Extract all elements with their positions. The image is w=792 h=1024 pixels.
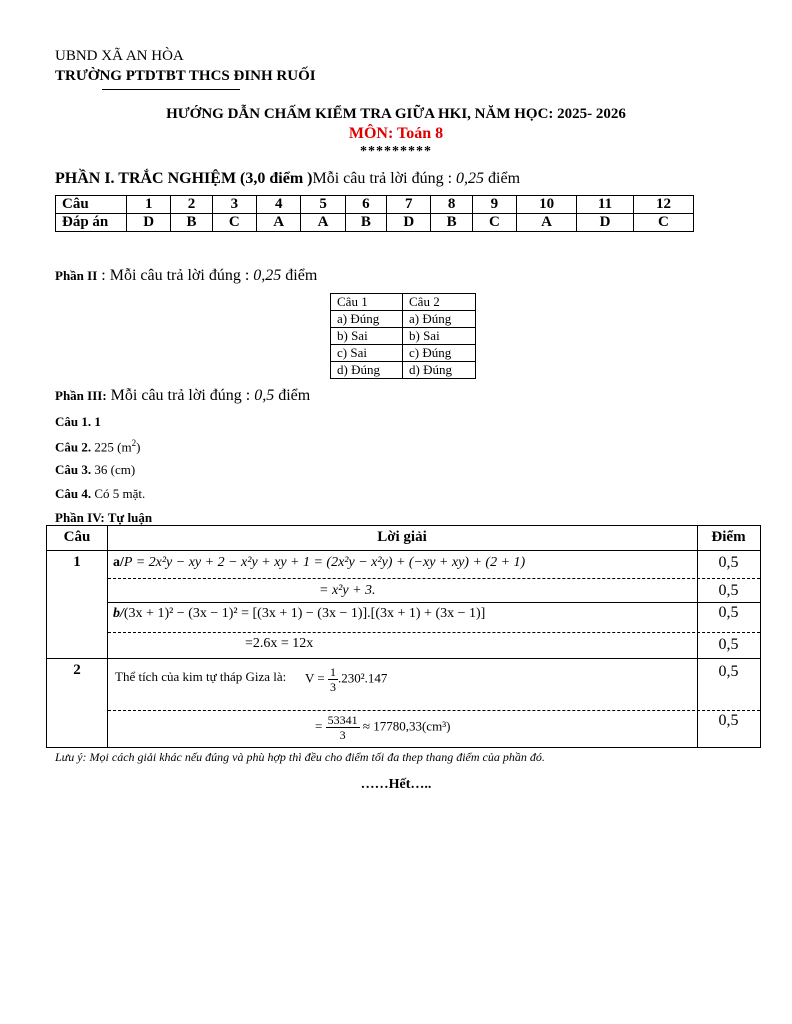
- part4-heading: Phần IV: Tự luận: [55, 510, 153, 525]
- part4-q1a-label: a/: [113, 555, 124, 570]
- answer-key-question-cell: 11: [577, 196, 634, 214]
- answer-key-answer-cell: A: [517, 214, 577, 232]
- part2-col1-header: Câu 1: [331, 294, 403, 311]
- part2-row: [331, 328, 476, 345]
- part2-cell: d) Đúng: [331, 362, 403, 379]
- part3-answer-4: [55, 486, 145, 502]
- part3-note-prefix: Mỗi câu trả lời đúng :: [106, 387, 255, 404]
- part4-row-divider: [108, 602, 760, 603]
- part3-answer-label: Câu 3.: [55, 462, 92, 477]
- part4-points-cell: 0,5: [718, 712, 739, 729]
- answer-key-answer-cell: D: [127, 214, 171, 232]
- part3-answer-sup: 2: [131, 438, 137, 448]
- part4-q2-formula: [305, 665, 387, 694]
- part4-table: [46, 525, 761, 748]
- part4-points-cell: 0,5: [718, 554, 739, 571]
- part3-answer-label: Câu 1.: [55, 414, 92, 429]
- part2-cell: c) Đúng: [403, 345, 476, 362]
- part4-q2-result-rest: ≈ 17780,33(cm³): [359, 718, 451, 734]
- answer-key-question-cell: 1: [127, 196, 171, 214]
- part4-points-cell: 0,5: [718, 636, 739, 653]
- school-name: TRƯỜNG PTDTBT THCS ĐINH RUỐI: [55, 68, 316, 84]
- part3-answer-text: 225 (m: [91, 439, 132, 455]
- answer-key-answer-cell: C: [212, 214, 256, 232]
- part4-q2-result: [315, 713, 450, 742]
- part4-q1a-expr: P = 2x²y − xy + 2 − x²y + xy + 1 = (2x²y − x²y) + (−xy + xy) + (2 + 1): [123, 555, 526, 570]
- part4-points-cell: 0,5: [718, 663, 739, 680]
- part4-points-cell: 0,5: [718, 582, 739, 599]
- part3-answer-text: 36 (cm): [91, 462, 136, 477]
- answer-key-question-cell: 5: [301, 196, 345, 214]
- part2-row: [331, 345, 476, 362]
- part2-heading-line: [55, 267, 317, 285]
- answer-key-answer-cell: D: [577, 214, 634, 232]
- part4-row-divider: [108, 632, 760, 633]
- part2-cell: a) Đúng: [403, 311, 476, 328]
- part3-heading-line: [55, 387, 310, 405]
- part2-cell: d) Đúng: [403, 362, 476, 379]
- part2-note-prefix: : Mỗi câu trả lời đúng :: [97, 267, 254, 284]
- part4-col-question: Câu: [63, 529, 91, 545]
- part3-heading: Phần III:: [55, 388, 107, 403]
- answer-key-table: [55, 195, 694, 232]
- part4-q1a-result: = x²y + 3.: [319, 583, 376, 598]
- part4-q2-frac-den: 3: [330, 680, 336, 694]
- part1-note-score: 0,25: [456, 170, 485, 187]
- part2-table: [330, 293, 476, 379]
- part4-q2-result-num: 53341: [327, 713, 358, 727]
- part3-answer-label: Câu 2.: [55, 439, 92, 455]
- part1-note-suffix: điểm: [484, 170, 521, 187]
- part4-row-divider: [108, 710, 760, 711]
- part4-col-solution: Lời giải: [377, 529, 427, 545]
- answer-key-answer-cell: D: [387, 214, 431, 232]
- answer-key-answer-cell: A: [301, 214, 345, 232]
- header-underline: [102, 89, 240, 90]
- part1-heading: PHẦN I. TRẮC NGHIỆM (3,0 điểm ): [55, 170, 313, 187]
- answer-key-answer-row: [56, 214, 694, 232]
- part2-row: [331, 311, 476, 328]
- answer-key-answer-cell: B: [171, 214, 212, 232]
- part4-q2-frac-num: 1: [330, 665, 336, 679]
- part2-cell: b) Sai: [403, 328, 476, 345]
- part4-row-divider: [108, 578, 760, 579]
- part2-cell: c) Sai: [331, 345, 403, 362]
- part3-answer-after: ): [136, 439, 141, 455]
- answer-key-answer-header: Đáp án: [56, 214, 127, 232]
- part4-q1-number: 1: [73, 554, 81, 570]
- answer-key-question-cell: 8: [431, 196, 472, 214]
- part4-q2-fraction: [328, 665, 338, 694]
- part4-q2-result-prefix: =: [315, 718, 326, 734]
- part2-row: [331, 362, 476, 379]
- answer-key-question-row: [56, 196, 694, 214]
- part4-q2-result-den: 3: [339, 728, 346, 742]
- part4-q1b-result: =2.6x = 12x: [245, 636, 314, 651]
- part2-note-score: 0,25: [253, 267, 282, 284]
- org-name: UBND XÃ AN HÒA: [55, 48, 184, 64]
- part3-answer-3: [55, 462, 135, 478]
- footer-note: Lưu ý: Mọi cách giải khác nếu đúng và phù hợp thì đều cho điểm tối đa thep thang điểm của phần đó.: [55, 750, 545, 764]
- answer-key-answer-cell: B: [345, 214, 386, 232]
- answer-key-question-cell: 10: [517, 196, 577, 214]
- part3-answer-label: Câu 4.: [55, 486, 92, 501]
- answer-key-answer-cell: C: [472, 214, 516, 232]
- part3-answer-text: Có 5 mặt.: [91, 486, 146, 501]
- answer-key-answer-cell: B: [431, 214, 472, 232]
- part2-cell: b) Sai: [331, 328, 403, 345]
- part3-answer-2: [55, 438, 140, 455]
- answer-key-question-cell: 12: [633, 196, 693, 214]
- answer-key-question-cell: 7: [387, 196, 431, 214]
- stars-divider: *********: [360, 144, 432, 159]
- part4-q2-result-fraction: [326, 713, 360, 742]
- part4-points-cell: 0,5: [718, 604, 739, 621]
- part2-col2-header: Câu 2: [403, 294, 476, 311]
- part4-q2-formula-rest: .230².147: [338, 670, 388, 686]
- part4-question-divider: [47, 658, 760, 659]
- part3-note-score: 0,5: [254, 387, 275, 404]
- part1-note-prefix: Mỗi câu trả lời đúng :: [312, 170, 457, 187]
- answer-key-question-cell: 9: [472, 196, 516, 214]
- part2-note-suffix: điểm: [281, 267, 318, 284]
- part2-header-row: [331, 294, 476, 311]
- part4-q1b-label: b/: [113, 606, 124, 621]
- end-marker: ……Hết…..: [360, 777, 432, 792]
- part3-note-suffix: điểm: [274, 387, 311, 404]
- part4-q2-formula-prefix: V =: [305, 670, 328, 686]
- part4-col-divider: [107, 526, 108, 747]
- answer-key-question-cell: 3: [212, 196, 256, 214]
- answer-key-question-cell: 4: [257, 196, 301, 214]
- answer-key-question-cell: 2: [171, 196, 212, 214]
- subject-title: MÔN: Toán 8: [348, 125, 444, 142]
- part4-q1b-expr: (3x + 1)² − (3x − 1)² = [(3x + 1) − (3x − 1)].[(3x + 1) + (3x − 1)]: [123, 606, 486, 621]
- answer-key-question-cell: 6: [345, 196, 386, 214]
- part2-heading: Phần II: [55, 268, 98, 283]
- part4-q1a: [113, 555, 525, 571]
- part4-header-divider: [47, 550, 760, 551]
- part2-cell: a) Đúng: [331, 311, 403, 328]
- part3-answer-1: [55, 414, 101, 430]
- part4-q2-number: 2: [73, 662, 81, 678]
- answer-key-answer-cell: C: [633, 214, 693, 232]
- answer-key-question-header: Câu: [56, 196, 127, 214]
- part3-answer-text: 1: [91, 414, 101, 429]
- part4-q2-text: Thể tích của kim tự tháp Giza là:: [115, 669, 287, 684]
- part4-col-points: Điểm: [711, 529, 746, 545]
- part1-heading-line: [55, 170, 520, 188]
- part4-q1b: [113, 606, 485, 622]
- page-title: HƯỚNG DẪN CHẤM KIỂM TRA GIỮA HKI, NĂM HỌC: 2025- 2026: [166, 106, 626, 122]
- answer-key-answer-cell: A: [257, 214, 301, 232]
